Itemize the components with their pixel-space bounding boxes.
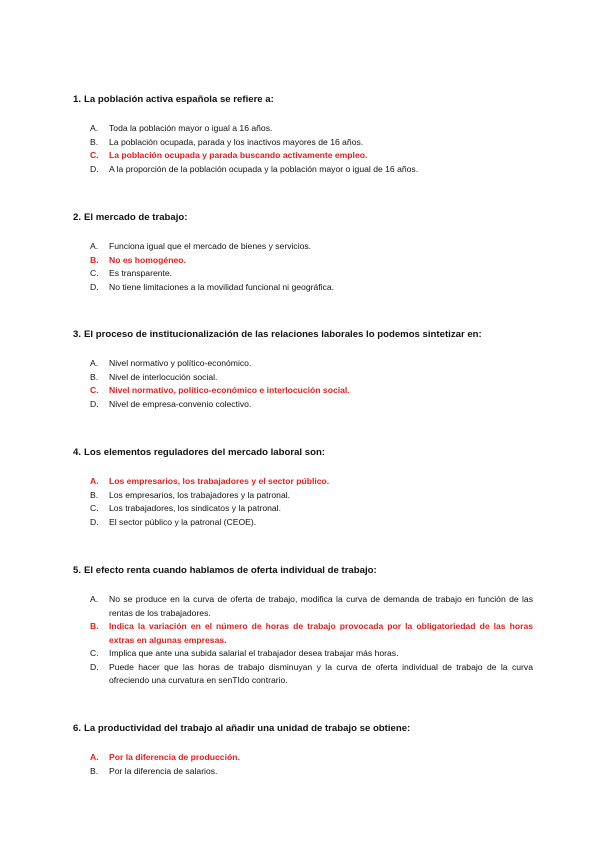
option-letter: C. [90,503,99,513]
option-text: Funciona igual que el mercado de bienes y servicios. [109,241,312,251]
option-letter: A. [90,241,99,251]
question-title [73,212,533,224]
question-number: 5. [73,565,82,576]
option-a [73,122,533,136]
option-letter: C. [90,268,99,278]
question-title [73,565,533,577]
question-title [73,447,533,459]
option-text: Nivel normativo y político-económico. [109,358,252,368]
question-title [73,723,533,735]
option-text: Los empresarios, los trabajadores y el sector público. [109,476,330,486]
option-letter: B. [90,621,99,631]
option-a [73,357,533,371]
question-title [73,94,533,106]
option-letter: B. [90,136,99,147]
option-d [73,163,533,177]
option-text: Implica que ante una subida salarial el trabajador desea trabajar más horas. [109,648,399,658]
option-letter: A. [90,476,99,486]
option-text: Puede hacer que las horas de trabajo disminuyan y la curva de oferta individual de trabajo de la curva ofreciendo una curvatura en senTIdo contrario. [109,661,533,685]
question-number: 1. [73,94,82,105]
option-c [73,647,533,661]
question-number: 4. [73,447,82,458]
question-text: Los elementos reguladores del mercado laboral son: [84,447,325,458]
option-text: No tiene limitaciones a la movilidad funcional ni geográfica. [109,281,334,292]
question-text: El efecto renta cuando hablamos de oferta individual de trabajo: [84,565,377,576]
option-letter: B. [90,489,99,500]
option-text: Nivel de empresa-convenio colectivo. [109,398,252,409]
option-text: La población ocupada, parada y los inactivos mayores de 16 años. [109,136,364,147]
option-text: Nivel de interlocución social. [109,371,218,382]
option-b [73,765,533,779]
question-text: La productividad del trabajo al añadir una unidad de trabajo se obtiene: [84,723,411,734]
question-number: 2. [73,212,82,223]
option-letter: C. [90,385,99,395]
question-5 [73,565,533,688]
option-text: Los trabajadores, los sindicatos y la patronal. [109,503,281,513]
option-letter: C. [90,150,99,160]
question-title [73,329,533,341]
option-d [73,281,533,295]
question-2 [73,212,533,294]
option-text: Los empresarios, los trabajadores y la patronal. [109,489,291,500]
option-a [73,240,533,254]
option-text: Por la diferencia de salarios. [109,765,218,776]
question-number: 6. [73,723,82,734]
option-a [73,593,533,620]
option-d [73,516,533,530]
option-letter: D. [90,398,99,409]
option-a [73,475,533,489]
option-b [73,254,533,268]
option-letter: D. [90,163,99,174]
option-text: La población ocupada y parada buscando activamente empleo. [109,150,368,160]
question-text: El mercado de trabajo: [84,212,188,223]
option-letter: A. [90,123,99,133]
option-letter: C. [90,648,99,658]
question-number: 3. [73,329,82,340]
option-text: Por la diferencia de producción. [109,752,240,762]
option-c [73,149,533,163]
option-letter: D. [90,516,99,527]
question-6 [73,723,533,778]
question-4 [73,447,533,529]
option-text: Nivel normativo, político-económico e interlocución social. [109,385,350,395]
option-c [73,267,533,281]
option-letter: D. [90,661,99,672]
option-text: El sector público y la patronal (CEOE). [109,516,257,527]
option-letter: B. [90,254,99,265]
option-letter: D. [90,281,99,292]
option-letter: A. [90,752,99,762]
option-letter: B. [90,371,99,382]
option-c [73,502,533,516]
question-text: El proceso de institucionalización de las relaciones laborales lo podemos sintetizar en: [84,329,482,340]
option-b [73,620,533,647]
option-letter: B. [90,765,99,776]
option-letter: A. [90,358,99,368]
option-text: A la proporción de la población ocupada y la población mayor o igual de 16 años. [109,163,419,174]
option-d [73,398,533,412]
option-text: Es transparente. [109,268,173,278]
question-3 [73,329,533,411]
option-text: Indica la variación en el número de horas de trabajo provocada por la obligatoriedad de las horas extras en algunas empresas. [109,621,533,645]
question-1 [73,94,533,176]
option-b [73,371,533,385]
question-text: La población activa española se refiere a: [84,94,274,105]
option-text: No es homogéneo. [109,254,186,265]
option-letter: A. [90,594,99,604]
option-text: Toda la población mayor o igual a 16 años. [109,123,273,133]
option-b [73,489,533,503]
option-text: No se produce en la curva de oferta de trabajo, modifica la curva de demanda de trabajo en función de las rentas de los trabajadores. [109,594,533,618]
option-a [73,751,533,765]
option-b [73,136,533,150]
option-d [73,661,533,688]
option-c [73,384,533,398]
